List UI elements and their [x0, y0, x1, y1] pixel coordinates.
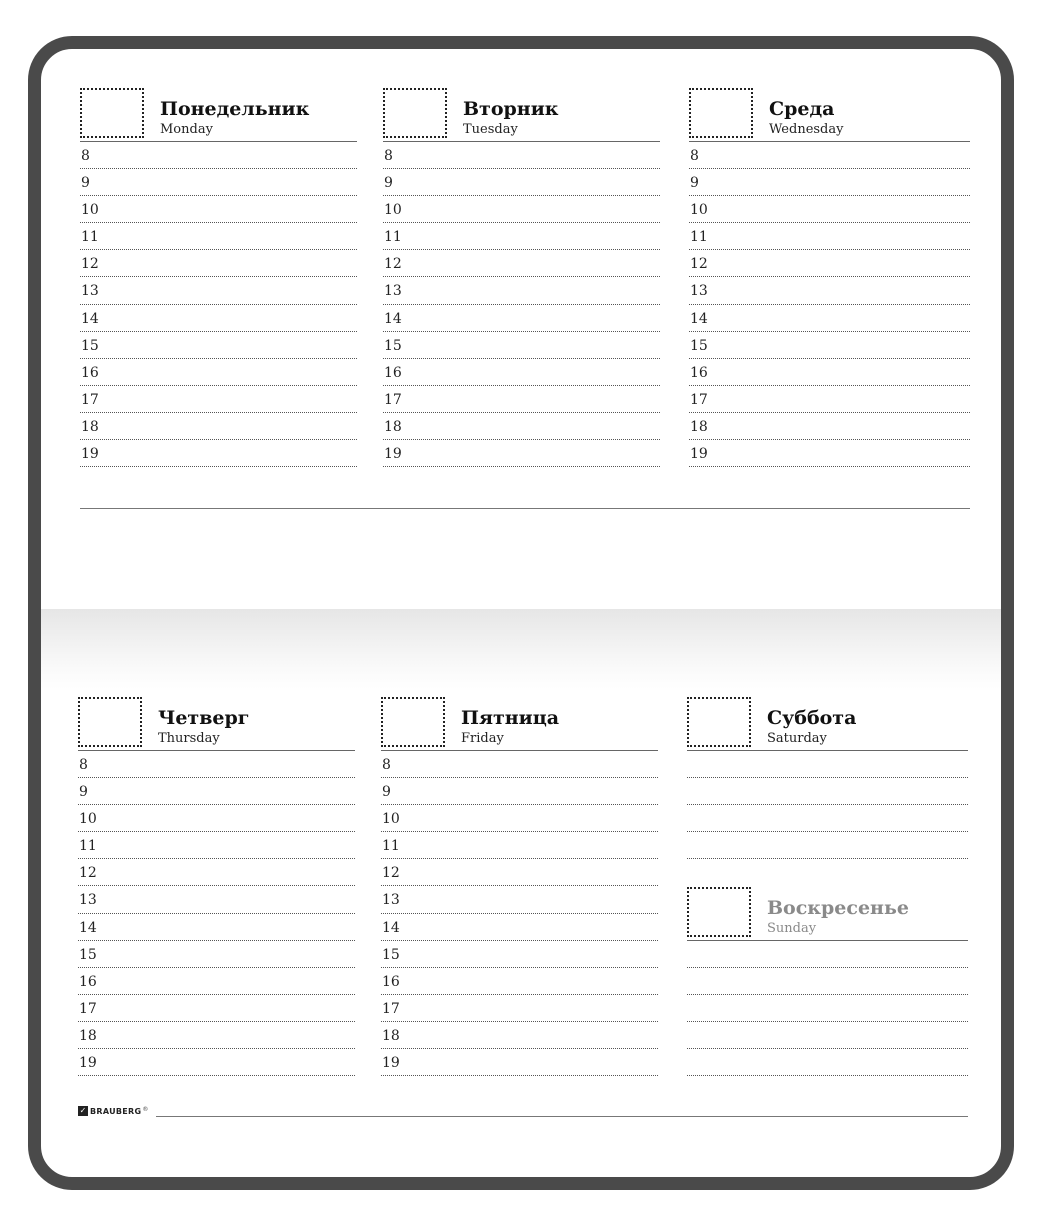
- date-box[interactable]: [687, 887, 751, 937]
- day-name: Суббота: [767, 707, 857, 729]
- day-header: [689, 88, 970, 142]
- hour-line[interactable]: 16: [381, 968, 658, 995]
- day-name: Пятница: [461, 707, 560, 729]
- day-monday: [80, 88, 357, 467]
- hour-line[interactable]: 13: [80, 277, 357, 304]
- hour-line[interactable]: 8: [381, 751, 658, 778]
- note-line[interactable]: [687, 995, 968, 1022]
- day-name: Воскресенье: [767, 897, 909, 919]
- note-line[interactable]: [687, 805, 968, 832]
- day-thursday: [78, 697, 355, 1076]
- day-name-en: Wednesday: [769, 122, 844, 137]
- day-name: Вторник: [463, 98, 559, 120]
- hour-lines: [80, 142, 357, 467]
- day-header: [381, 697, 658, 751]
- hour-line[interactable]: 8: [80, 142, 357, 169]
- hour-line[interactable]: 19: [689, 440, 970, 467]
- hour-lines: [689, 142, 970, 467]
- footer-line: [156, 1116, 968, 1117]
- hour-line[interactable]: 10: [80, 196, 357, 223]
- page-fold: [41, 609, 1001, 689]
- day-sunday: [687, 887, 968, 1076]
- hour-line[interactable]: 16: [689, 359, 970, 386]
- note-lines: [687, 941, 968, 1076]
- hour-line[interactable]: 17: [381, 995, 658, 1022]
- hour-line[interactable]: 15: [383, 332, 660, 359]
- hour-line[interactable]: 17: [78, 995, 355, 1022]
- day-name-en: Monday: [160, 122, 213, 137]
- hour-line[interactable]: 9: [80, 169, 357, 196]
- day-saturday: [687, 697, 968, 859]
- hour-line[interactable]: 12: [78, 859, 355, 886]
- day-friday: [381, 697, 658, 1076]
- note-line[interactable]: [687, 968, 968, 995]
- day-name-en: Sunday: [767, 921, 817, 936]
- day-name-en: Friday: [461, 731, 504, 746]
- hour-line[interactable]: 11: [383, 223, 660, 250]
- hour-line[interactable]: 15: [381, 941, 658, 968]
- hour-line[interactable]: 17: [383, 386, 660, 413]
- hour-line[interactable]: 16: [80, 359, 357, 386]
- hour-line[interactable]: 17: [689, 386, 970, 413]
- date-box[interactable]: [383, 88, 447, 138]
- brand-logo: [78, 1106, 148, 1116]
- hour-line[interactable]: 12: [689, 250, 970, 277]
- hour-line[interactable]: 19: [78, 1049, 355, 1076]
- hour-line[interactable]: 12: [80, 250, 357, 277]
- hour-line[interactable]: 19: [80, 440, 357, 467]
- note-lines: [687, 751, 968, 859]
- day-name: Понедельник: [160, 98, 310, 120]
- hour-line[interactable]: 13: [381, 886, 658, 913]
- hour-line[interactable]: 10: [689, 196, 970, 223]
- hour-line[interactable]: 11: [381, 832, 658, 859]
- hour-line[interactable]: 14: [383, 305, 660, 332]
- check-icon: ✓: [79, 1106, 87, 1115]
- day-wednesday: [689, 88, 970, 467]
- date-box[interactable]: [689, 88, 753, 138]
- day-name-en: Tuesday: [463, 122, 518, 137]
- day-name-en: Saturday: [767, 731, 827, 746]
- hour-line[interactable]: 14: [381, 914, 658, 941]
- date-box[interactable]: [80, 88, 144, 138]
- hour-line[interactable]: 14: [78, 914, 355, 941]
- day-name-en: Thursday: [158, 731, 220, 746]
- hour-line[interactable]: 12: [381, 859, 658, 886]
- hour-line[interactable]: 9: [78, 778, 355, 805]
- hour-line[interactable]: 19: [383, 440, 660, 467]
- hour-line[interactable]: 14: [80, 305, 357, 332]
- hour-line[interactable]: 14: [689, 305, 970, 332]
- hour-line[interactable]: 8: [689, 142, 970, 169]
- day-name: Среда: [769, 98, 835, 120]
- notes-line-top: [80, 508, 970, 509]
- note-line[interactable]: [687, 778, 968, 805]
- day-header: [687, 887, 968, 941]
- hour-lines: [381, 751, 658, 1076]
- hour-line[interactable]: 15: [80, 332, 357, 359]
- hour-line[interactable]: 9: [381, 778, 658, 805]
- hour-line[interactable]: 18: [381, 1022, 658, 1049]
- hour-line[interactable]: 16: [383, 359, 660, 386]
- note-line[interactable]: [687, 832, 968, 859]
- hour-lines: [78, 751, 355, 1076]
- day-header: [383, 88, 660, 142]
- day-name: Четверг: [158, 707, 250, 729]
- hour-line[interactable]: 10: [78, 805, 355, 832]
- hour-lines: [383, 142, 660, 467]
- hour-line[interactable]: 8: [383, 142, 660, 169]
- hour-line[interactable]: 16: [78, 968, 355, 995]
- date-box[interactable]: [381, 697, 445, 747]
- day-header: [78, 697, 355, 751]
- hour-line[interactable]: 18: [80, 413, 357, 440]
- hour-line[interactable]: 13: [78, 886, 355, 913]
- hour-line[interactable]: 13: [689, 277, 970, 304]
- hour-line[interactable]: 18: [689, 413, 970, 440]
- hour-line[interactable]: 10: [383, 196, 660, 223]
- hour-line[interactable]: 19: [381, 1049, 658, 1076]
- hour-line[interactable]: 13: [383, 277, 660, 304]
- day-header: [80, 88, 357, 142]
- date-box[interactable]: [687, 697, 751, 747]
- hour-line[interactable]: 9: [383, 169, 660, 196]
- day-header: [687, 697, 968, 751]
- hour-line[interactable]: 18: [383, 413, 660, 440]
- hour-line[interactable]: 11: [689, 223, 970, 250]
- hour-line[interactable]: 12: [383, 250, 660, 277]
- note-line[interactable]: [687, 1022, 968, 1049]
- hour-line[interactable]: 8: [78, 751, 355, 778]
- registered-mark: ®: [142, 1106, 149, 1113]
- hour-line[interactable]: 18: [78, 1022, 355, 1049]
- hour-line[interactable]: 15: [78, 941, 355, 968]
- day-tuesday: [383, 88, 660, 467]
- note-line[interactable]: [687, 751, 968, 778]
- brand-name: BRAUBERG: [90, 1106, 142, 1116]
- hour-line[interactable]: 17: [80, 386, 357, 413]
- note-line[interactable]: [687, 941, 968, 968]
- hour-line[interactable]: 11: [80, 223, 357, 250]
- note-line[interactable]: [687, 1049, 968, 1076]
- hour-line[interactable]: 10: [381, 805, 658, 832]
- date-box[interactable]: [78, 697, 142, 747]
- hour-line[interactable]: 15: [689, 332, 970, 359]
- hour-line[interactable]: 11: [78, 832, 355, 859]
- hour-line[interactable]: 9: [689, 169, 970, 196]
